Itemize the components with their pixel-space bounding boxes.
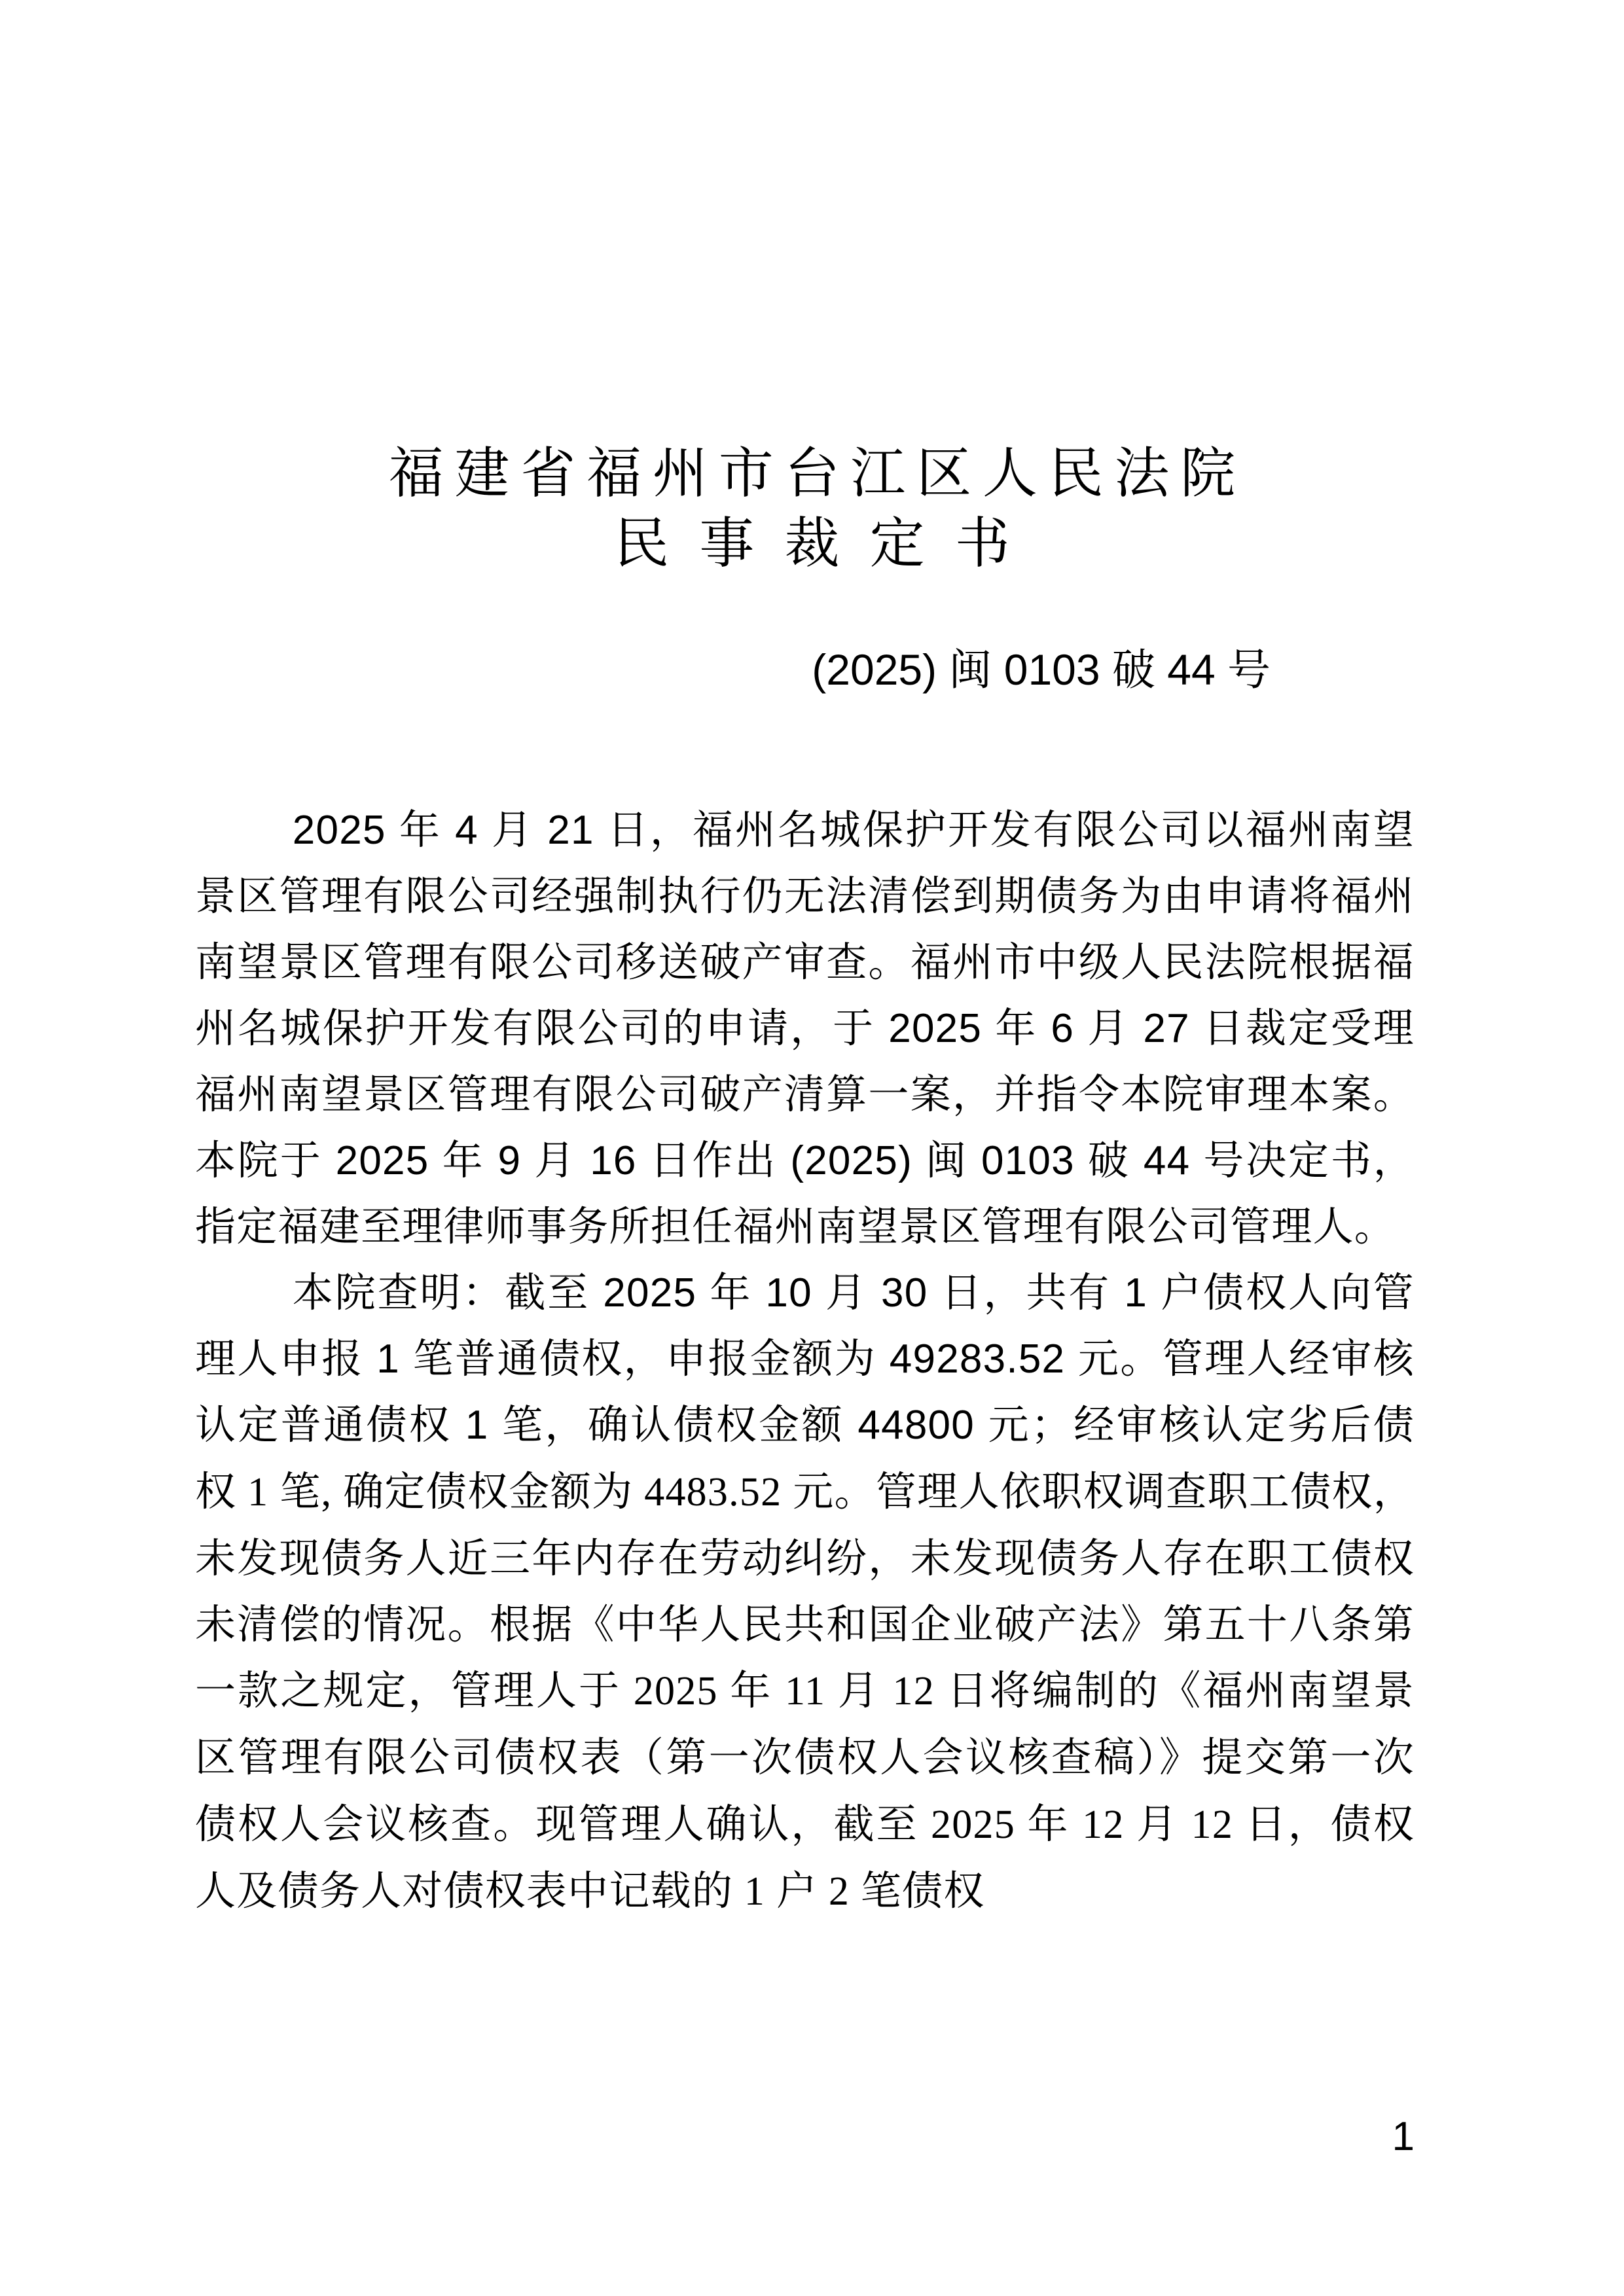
paragraph-filing-history	[195, 797, 1415, 1260]
document-body	[195, 797, 1415, 1925]
document-type-title: 民事裁定书	[614, 514, 1041, 575]
page-number: 1	[1392, 2114, 1415, 2159]
text-segment: 管理人依职权调查职工债权，未发现债务人近三年内存在劳动纠纷，未发现债务人存在职工债权未清偿的情况。根据《中华人民共和国企业破产法》第五十八条第一款之规定，	[195, 1469, 1415, 1713]
document-header	[0, 0, 1624, 580]
case-number: (2025) 闽 0103 破 44 号	[812, 645, 1271, 694]
text-segment: 2025 年 4 月 21 日，福州名城保护开发有限公司以福州南望景区管理有限公司经强制执行仍无法清偿到期债务为由申请将福州南望景区管理有限公司移送破产审查。福州市中级人民法院根据福州名城保护开发有限公司的申请，于 2025 年 6 月 27 日裁定受理福州南望景区管理有限公司破产清算一案，并指令本院审理本案。本院于 2025 年 9 月 16 日作出 (2025) 闽 0103 破 44 号决定书，指定福建至理律师事务所担任福州南望景区管理有限公司管理人。	[195, 808, 1415, 1249]
court-name-title: 福建省福州市台江区人民法院	[388, 444, 1247, 505]
text-segment-inserted: 管理人于 2025 年 11 月 12 日将编制的《福州南望景区管理有限公司债权表（第一次债权人会议核查稿）》提交第一次债权人会议核查。现管理人确认，截至 2025 年 12 月 12 日，债权人及债务人对债权表中记载的 1 户 2 笔债权	[195, 1669, 1415, 1914]
paragraph-court-findings	[195, 1260, 1415, 1925]
text-segment: 本院查明：截至 2025 年 10 月 30 日，共有 1 户债权人向管理人申报 1 笔普通债权，申报金额为 49283.52 元。管理人经审核认定普通债权 1 笔，确认债权金额 44800 元；	[195, 1270, 1415, 1448]
text-segment-inserted: 经审核认定劣后债权 1 笔, 确定债权金额为 4483.52 元。	[195, 1403, 1415, 1515]
